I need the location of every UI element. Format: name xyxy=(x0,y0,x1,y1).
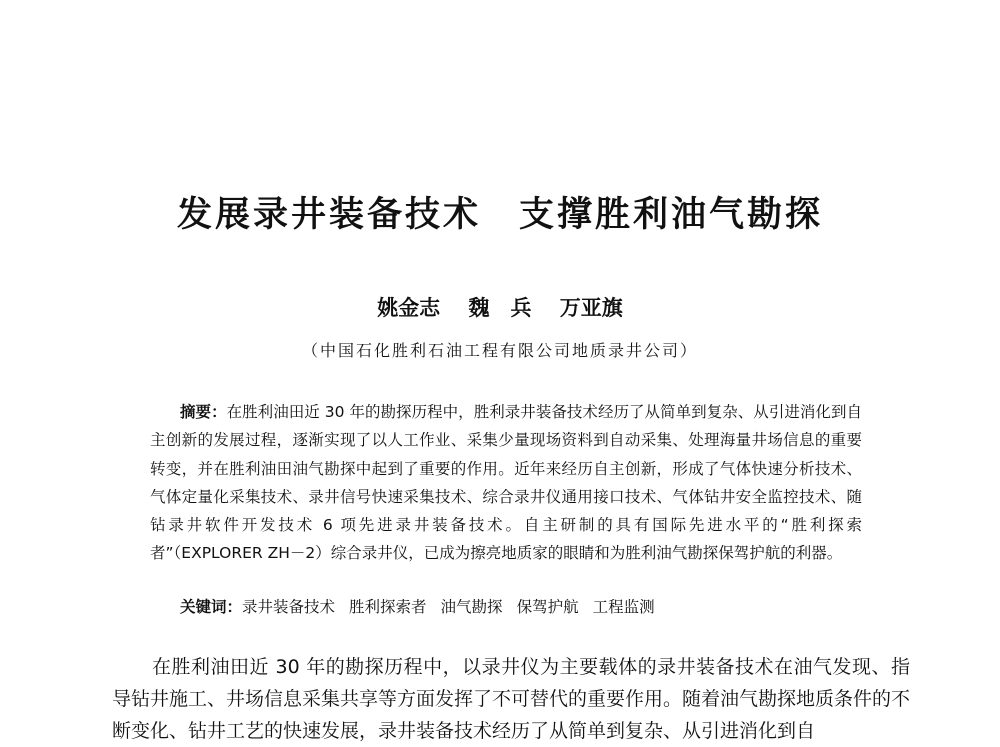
keyword: 工程监测 xyxy=(592,598,655,616)
keyword: 油气勘探 xyxy=(440,598,503,616)
abstract xyxy=(150,398,862,568)
keywords xyxy=(180,594,880,620)
author-affiliation: （中国石化胜利石油工程有限公司地质录井公司） xyxy=(301,341,698,360)
author-list: 姚金志 魏 兵 万亚旗 xyxy=(377,295,623,320)
paper-title: 发展录井装备技术 支撑胜利油气勘探 xyxy=(176,195,823,235)
abstract-label: 摘要： xyxy=(180,403,227,421)
keyword: 胜利探索者 xyxy=(349,598,427,616)
keyword: 录井装备技术 xyxy=(242,598,336,616)
abstract-text: 在胜利油田近 30 年的勘探历程中，胜利录井装备技术经历了从简单到复杂、从引进消化到自主创新的发展过程，逐渐实现了以人工作业、采集少量现场资料到自动采集、处理海量井场信息的重要转变，并在胜利油田油气勘探中起到了重要的作用。近年来经历自主创新，形成了气体快速分析技术、气体定量化采集技术、录井信号快速采集技术、综合录井仪通用接口技术、气体钻井安全监控技术、随钻录井软件开发技术 6 项先进录井装备技术。自主研制的具有国际先进水平的“胜利探索者”（EXPLORER ZH－2）综合录井仪，已成为擦亮地质家的眼睛和为胜利油气勘探保驾护航的利器。 xyxy=(150,403,862,563)
keyword: 保驾护航 xyxy=(516,598,579,616)
body-paragraph: 在胜利油田近 30 年的勘探历程中，以录井仪为主要载体的录井装备技术在油气发现、指导钻井施工、井场信息采集共享等方面发挥了不可替代的重要作用。随着油气勘探地质条件的不断变化、钻井工艺的快速发展，录井装备技术经历了从简单到复杂、从引进消化到自 xyxy=(112,656,911,742)
keywords-label: 关键词： xyxy=(180,598,243,616)
